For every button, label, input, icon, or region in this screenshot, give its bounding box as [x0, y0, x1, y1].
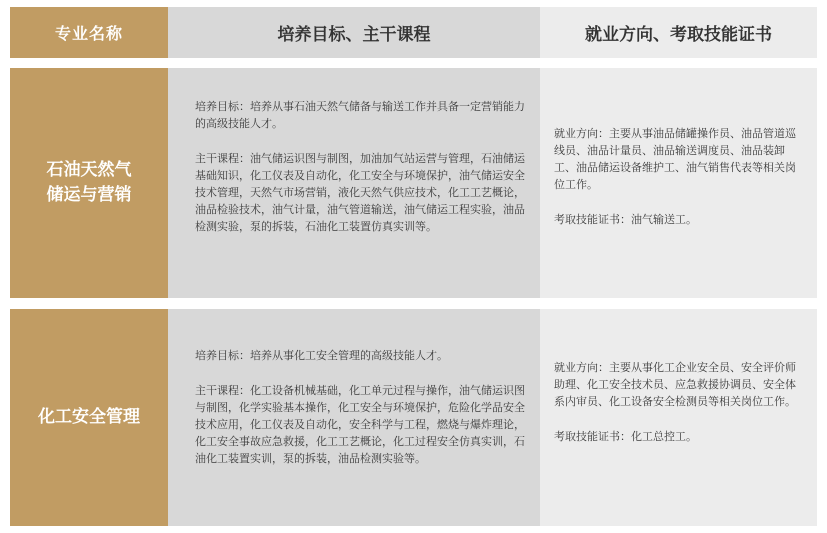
row-1-employment-certificate — [540, 68, 817, 298]
row-1-goals-courses — [168, 68, 540, 298]
row-2-employment: 就业方向：主要从事化工企业安全员、安全评价师助理、化工安全技术员、应急救援协调员、安全体系内审员、化工设备安全检测员等相关岗位工作。 — [554, 361, 796, 408]
header-goals-courses-label: 培养目标、主干课程 — [277, 25, 431, 45]
row-1-major-name — [10, 68, 168, 298]
row-1-major-name-text: 石油天然气 储运与营销 — [46, 160, 132, 205]
row-1-employment: 就业方向：主要从事油品储罐操作员、油品管道巡线员、油品计量员、油品输送调度员、油品装卸工、油品储运设备维护工、油气销售代表等相关岗位工作。 — [554, 127, 796, 191]
row-2-goals-courses — [168, 309, 540, 526]
header-goals-courses — [168, 7, 540, 58]
row-2-courses: 主干课程：化工设备机械基础，化工单元过程与操作，油气储运识图与制图，化学实验基本操作，化工安全与环境保护，危险化学品安全技术应用，化工仪表及自动化，安全科学与工程，燃烧与爆炸理论，化工安全事故应急救援，化工工艺概论，化工过程安全仿真实训，石油化工装置实训，泵的拆装，油品检测实验等。 — [195, 384, 525, 465]
row-2-certificate: 考取技能证书：化工总控工。 — [554, 430, 697, 443]
row-1-courses: 主干课程：油气储运识图与制图，加油加气站运营与管理，石油储运基础知识，化工仪表及自动化，化工安全与环境保护，油气储运安全技术管理，天然气市场营销，液化天然气供应技术，化工工艺概论，油品检验技术，油气计量，油气管道输送，油气储运工程实验，油品检测实验，泵的拆装，石油化工装置仿真实训等。 — [195, 152, 525, 233]
row-2-goal: 培养目标：培养从事化工安全管理的高级技能人才。 — [195, 349, 448, 362]
row-1-goal: 培养目标：培养从事石油天然气储备与输送工作并具备一定营销能力的高级技能人才。 — [195, 100, 525, 130]
header-major-name — [10, 7, 168, 58]
row-2-employment-certificate — [540, 309, 817, 526]
row-2-major-name — [10, 309, 168, 526]
header-major-name-label: 专业名称 — [54, 24, 123, 43]
header-employment-certificate — [540, 7, 817, 58]
row-2-major-name-text: 化工安全管理 — [38, 407, 140, 427]
header-employment-certificate-label: 就业方向、考取技能证书 — [585, 25, 772, 45]
row-1-certificate: 考取技能证书：油气输送工。 — [554, 213, 697, 226]
